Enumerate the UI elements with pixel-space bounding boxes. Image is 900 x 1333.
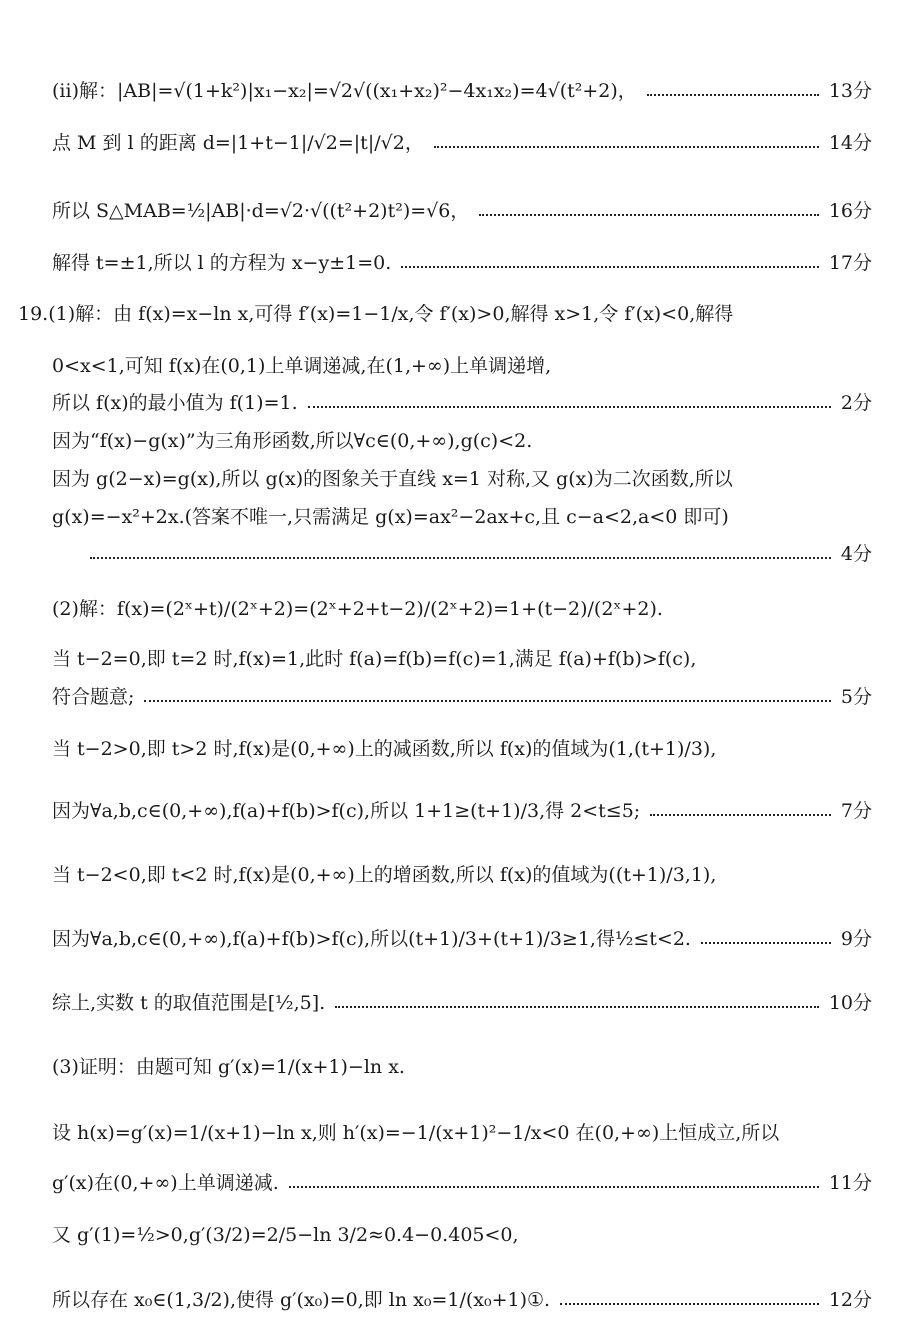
- solution-line: [52, 254, 872, 273]
- dot-leader: [647, 94, 819, 96]
- dot-leader: [144, 700, 831, 702]
- solution-line: [52, 508, 872, 527]
- line-text: 当 t−2=0,即 t=2 时,f(x)=1,此时 f(a)=f(b)=f(c)=1,满足 f(a)+f(b)>f(c),: [52, 648, 697, 670]
- line-text: 当 t−2<0,即 t<2 时,f(x)是(0,+∞)上的增函数,所以 f(x)的值域为((t+1)/3,1),: [52, 864, 717, 886]
- line-text: 当 t−2>0,即 t>2 时,f(x)是(0,+∞)上的减函数,所以 f(x)的值域为(1,(t+1)/3),: [52, 738, 717, 760]
- dot-leader: [308, 406, 831, 408]
- score-label: 12分: [828, 1289, 872, 1311]
- line-text: 因为∀a,b,c∈(0,+∞),f(a)+f(b)>f(c),所以(t+1)/3+(t+1)/3≥1,得½≤t<2.: [52, 928, 691, 950]
- line-text: g′(x)在(0,+∞)上单调递减.: [52, 1172, 279, 1194]
- solution-line: [52, 1226, 872, 1245]
- line-text: 0<x<1,可知 f(x)在(0,1)上单调递减,在(1,+∞)上单调递增,: [52, 355, 552, 377]
- line-text: 综上,实数 t 的取值范围是[½,5].: [52, 992, 326, 1014]
- dot-leader: [701, 942, 831, 944]
- solution-line: [52, 1058, 872, 1077]
- solution-line: [52, 394, 872, 413]
- line-text: 点 M 到 l 的距离 d=|1+t−1|/√2=|t|/√2，: [52, 132, 424, 154]
- line-text: 19.(1)解：由 f(x)=x−ln x,可得 f′(x)=1−1/x,令 f′(x)>0,解得 x>1,令 f′(x)<0,解得: [18, 303, 734, 325]
- line-text: (3)证明：由题可知 g′(x)=1/(x+1)−ln x.: [52, 1056, 405, 1078]
- line-text: 因为“f(x)−g(x)”为三角形函数,所以∀c∈(0,+∞),g(c)<2.: [52, 430, 533, 452]
- solution-line: [52, 802, 872, 821]
- solution-line: [52, 357, 872, 376]
- solution-line: [52, 470, 872, 489]
- solution-line: [52, 1291, 872, 1310]
- line-text: 因为∀a,b,c∈(0,+∞),f(a)+f(b)>f(c),所以 1+1≥(t+1)/3,得 2<t≤5;: [52, 800, 641, 822]
- score-label: 4分: [840, 543, 872, 565]
- question-19-line: [18, 305, 872, 324]
- dot-leader: [335, 1006, 819, 1008]
- dot-leader: [479, 214, 818, 216]
- score-label: 7分: [840, 800, 872, 822]
- score-label: 17分: [828, 252, 872, 274]
- solution-line: [52, 134, 872, 153]
- dot-leader: [650, 814, 831, 816]
- solution-line: [52, 866, 872, 885]
- line-text: (2)解：f(x)=(2ˣ+t)/(2ˣ+2)=(2ˣ+2+t−2)/(2ˣ+2)=1+(t−2)/(2ˣ+2).: [52, 598, 663, 620]
- score-label: 9分: [840, 928, 872, 950]
- line-text: 所以 S△MAB=½|AB|·d=√2·√((t²+2)t²)=√6，: [52, 200, 470, 222]
- line-text: g(x)=−x²+2x.(答案不唯一,只需满足 g(x)=ax²−2ax+c,且 c−a<2,a<0 即可): [52, 506, 729, 528]
- solution-line: [52, 650, 872, 669]
- score-label: 13分: [828, 80, 872, 102]
- solution-line: [52, 82, 872, 101]
- solution-line: [52, 994, 872, 1013]
- line-text: 设 h(x)=g′(x)=1/(x+1)−ln x,则 h′(x)=−1/(x+1)²−1/x<0 在(0,+∞)上恒成立,所以: [52, 1122, 780, 1144]
- solution-line: [52, 1124, 872, 1143]
- solution-line: [52, 740, 872, 759]
- line-text: 所以存在 x₀∈(1,3/2),使得 g′(x₀)=0,即 ln x₀=1/(x₀+1)①.: [52, 1289, 551, 1311]
- score-label: 14分: [828, 132, 872, 154]
- line-text: 解得 t=±1,所以 l 的方程为 x−y±1=0.: [52, 252, 392, 274]
- score-label: 16分: [828, 200, 872, 222]
- line-text: 又 g′(1)=½>0,g′(3/2)=2/5−ln 3/2≈0.4−0.405<0,: [52, 1224, 519, 1246]
- score-label: 10分: [828, 992, 872, 1014]
- solution-line: [52, 432, 872, 451]
- solution-line: [52, 600, 872, 619]
- dot-leader: [560, 1303, 819, 1305]
- score-label: 2分: [840, 392, 872, 414]
- solution-line: [52, 688, 872, 707]
- line-text: 符合题意;: [52, 686, 135, 708]
- solution-line: [90, 545, 872, 564]
- line-text: 因为 g(2−x)=g(x),所以 g(x)的图象关于直线 x=1 对称,又 g(x)为二次函数,所以: [52, 468, 733, 490]
- solution-line: [52, 930, 872, 949]
- dot-leader: [434, 146, 819, 148]
- score-label: 11分: [828, 1172, 872, 1194]
- dot-leader: [289, 1186, 819, 1188]
- line-text: (ii)解：|AB|=√(1+k²)|x₁−x₂|=√2√((x₁+x₂)²−4x₁x₂)=4√(t²+2)，: [52, 80, 637, 102]
- line-text: 所以 f(x)的最小值为 f(1)=1.: [52, 392, 298, 414]
- dot-leader: [401, 266, 819, 268]
- solution-line: [52, 202, 872, 221]
- dot-leader: [90, 557, 831, 559]
- score-label: 5分: [840, 686, 872, 708]
- solution-line: [52, 1174, 872, 1193]
